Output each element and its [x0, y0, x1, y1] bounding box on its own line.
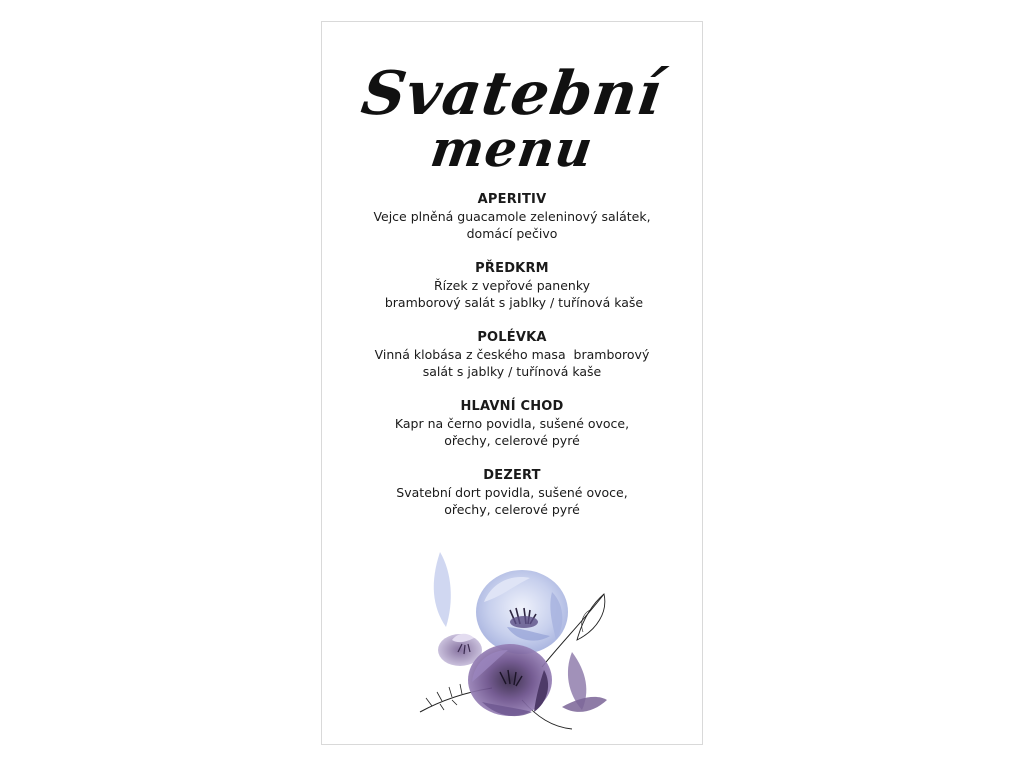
course-hlavni-chod: [322, 398, 702, 449]
course-dezert: [322, 467, 702, 518]
course-description-line: Kapr na černo povidla, sušené ovoce,: [394, 416, 630, 431]
course-description-line: Vejce plněná guacamole zeleninový salátek,: [373, 209, 651, 224]
course-heading: POLÉVKA: [477, 330, 547, 345]
course-description-line: bramborový salát s jablky / tuřínová kaše: [380, 295, 644, 310]
menu-title-line-1: Svatební: [357, 59, 667, 129]
course-description-line: salát s jablky / tuřínová kaše: [422, 364, 602, 379]
course-heading: HLAVNÍ CHOD: [460, 399, 564, 414]
course-aperitiv: [322, 191, 702, 242]
course-description-line: ořechy, celerové pyré: [444, 433, 580, 448]
course-predkrm: [322, 260, 702, 311]
course-description-line: domácí pečivo: [466, 226, 558, 241]
course-description-line: Řízek z vepřové panenky: [433, 278, 591, 293]
course-description-line: ořechy, celerové pyré: [444, 502, 580, 517]
course-heading: PŘEDKRM: [475, 261, 549, 276]
menu-title-line-2: menu: [427, 119, 597, 178]
course-description-line: Vinná klobása z českého masa bramborový: [374, 347, 650, 362]
watercolor-flower-bouquet-icon: [412, 532, 622, 732]
course-heading: APERITIV: [477, 192, 547, 207]
course-description-line: Svatební dort povidla, sušené ovoce,: [396, 485, 628, 500]
menu-courses: [322, 191, 702, 536]
course-heading: DEZERT: [483, 468, 541, 483]
menu-card: [321, 21, 703, 745]
course-polevka: [322, 329, 702, 380]
